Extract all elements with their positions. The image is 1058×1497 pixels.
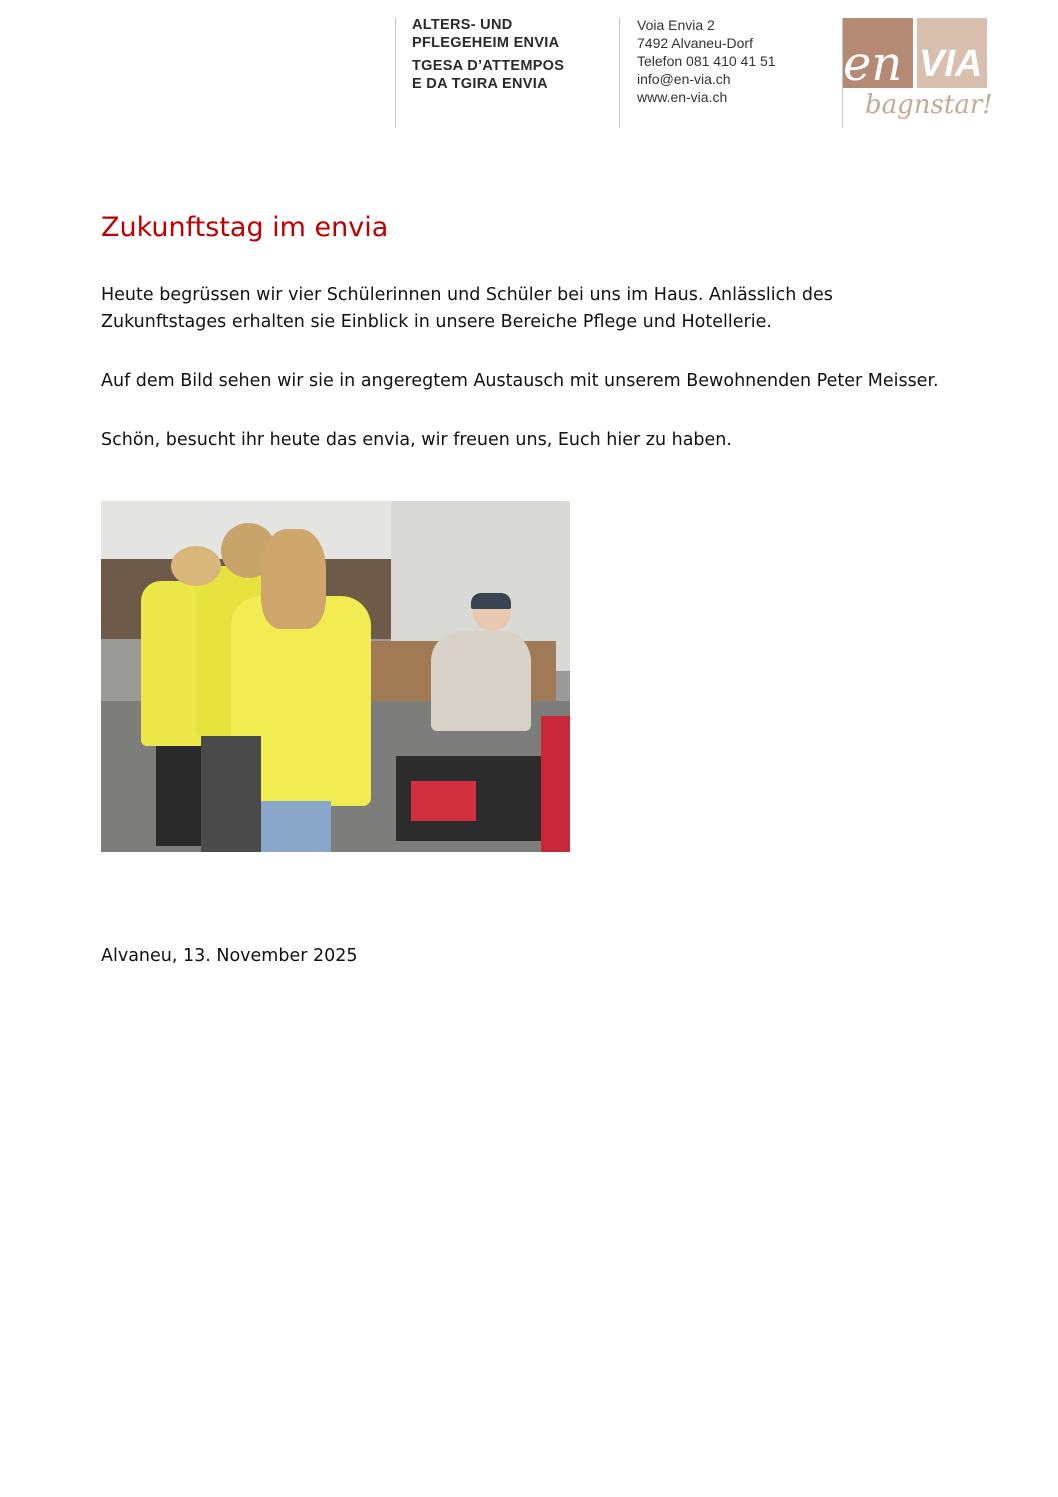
article-photo <box>101 501 570 852</box>
contact-address <box>637 16 776 106</box>
date-line: Alvaneu, 13. November 2025 <box>101 946 358 966</box>
org-line: TGESA D’ATTEMPOS <box>412 58 565 74</box>
logo-text-en: en <box>843 36 903 92</box>
org-line: PFLEGEHEIM ENVIA <box>412 34 560 51</box>
organization-name <box>412 17 564 93</box>
header-divider <box>619 18 620 128</box>
address-line: 7492 Alvaneu-Dorf <box>637 35 753 51</box>
paragraph-photo-description: Auf dem Bild sehen wir sie in angeregtem Austausch mit unserem Bewohnenden Peter Meisser. <box>101 371 939 391</box>
address-line: Voia Envia 2 <box>637 17 715 33</box>
logo-tagline: bagnstar! <box>865 90 993 120</box>
paragraph-welcome: Schön, besucht ihr heute das envia, wir freuen uns, Euch hier zu haben. <box>101 430 732 450</box>
org-line: ALTERS- UND <box>412 17 513 33</box>
org-line: E DA TGIRA ENVIA <box>412 75 548 92</box>
paragraph-intro: Heute begrüssen wir vier Schülerinnen und Schüler bei uns im Haus. Anlässlich des Zukunftstages erhalten sie Einblick in unsere Bereiche Pflege und Hotellerie. <box>101 285 833 332</box>
website: www.en-via.ch <box>637 89 728 105</box>
logo-text-via: VIA <box>919 43 983 85</box>
phone: Telefon 081 410 41 51 <box>637 53 776 69</box>
article-title: Zukunftstag im envia <box>101 212 389 243</box>
envia-logo <box>843 18 1018 136</box>
email: info@en-via.ch <box>637 71 731 87</box>
header-divider <box>395 18 396 128</box>
